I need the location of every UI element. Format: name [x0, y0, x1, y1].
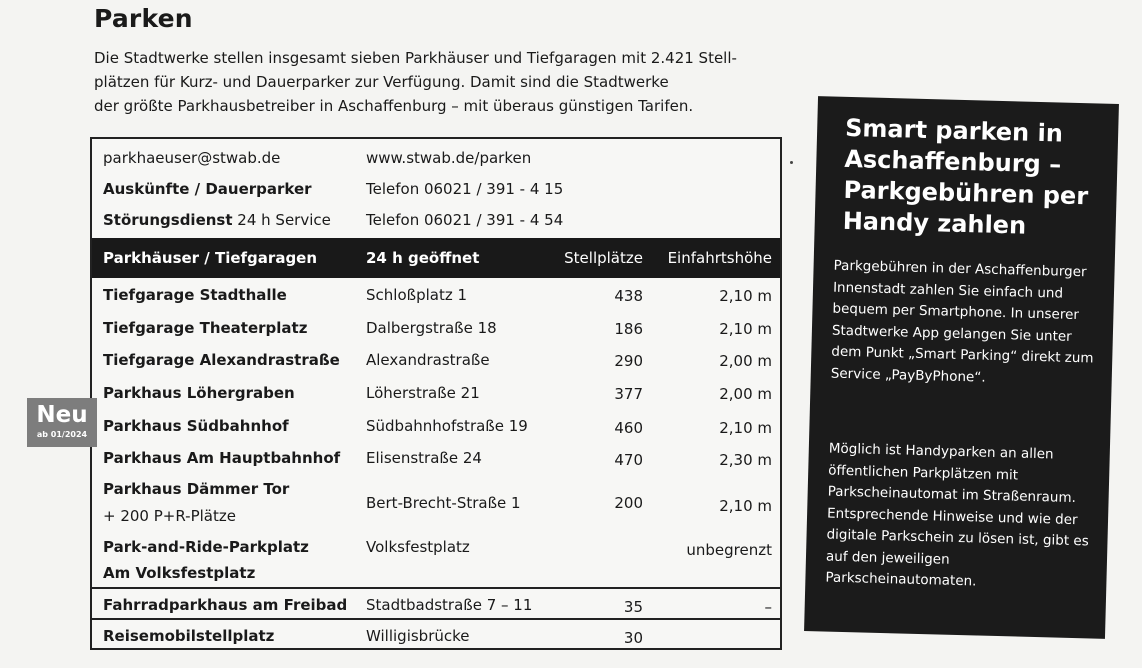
row-spaces: 35	[623, 598, 643, 616]
row-name: Parkhaus Löhergraben	[103, 384, 295, 402]
row-address: Stadtbadstraße 7 – 11	[366, 596, 533, 614]
row-height: 2,10 m	[719, 419, 772, 437]
row-spaces: 186	[614, 320, 643, 338]
smart-parking-box	[804, 96, 1119, 639]
row-address: Bert-Brecht-Straße 1	[366, 494, 521, 512]
row-address: Alexandrastraße	[366, 351, 490, 369]
row-name: Parkhaus Am Hauptbahnhof	[103, 449, 341, 467]
contact-web[interactable]: www.stwab.de/parken	[366, 149, 532, 167]
row-address: Südbahnhofstraße 19	[366, 417, 528, 435]
row-height: 2,10 m	[719, 287, 772, 305]
row-height: unbegrenzt	[686, 541, 772, 559]
row-name-sub: + 200 P+R-Plätze	[103, 507, 236, 525]
contact-info-phone: Telefon 06021 / 391 - 4 15	[366, 180, 564, 198]
new-badge	[27, 398, 97, 447]
row-height: 2,10 m	[719, 320, 772, 338]
row-spaces: 377	[614, 385, 643, 403]
row-name: Fahrradparkhaus am Freibad	[103, 596, 348, 614]
row-height: 2,10 m	[719, 497, 772, 515]
contact-info-label: Auskünfte / Dauerparker	[103, 180, 312, 198]
row-name: Tiefgarage Stadthalle	[103, 286, 287, 304]
row-name: Parkhaus Dämmer Tor	[103, 480, 290, 498]
row-name-line2: Am Volksfestplatz	[103, 564, 256, 582]
row-name: Reisemobilstellplatz	[103, 627, 275, 645]
smart-parking-paragraph-2: Möglich ist Handyparken an allen öffentlichen Parkplätzen mit Parkscheinautomat im Straßenraum. Entsprechende Hinweise und wie der digitale Parkschein zu lösen ist, gibt es auf den jeweiligen Parkscheinautomaten.	[825, 440, 1089, 590]
row-address: Löherstraße 21	[366, 384, 480, 402]
row-spaces: 30	[623, 629, 643, 647]
header-name: Parkhäuser / Tiefgaragen	[103, 249, 318, 267]
contact-email[interactable]: parkhaeuser@stwab.de	[103, 149, 281, 167]
new-badge-date: ab 01/2024	[36, 430, 88, 439]
contact-fault-label-bold: Störungsdienst	[103, 211, 233, 229]
smart-parking-paragraph-1: Parkgebühren in der Aschaffenburger Innenstadt zahlen Sie einfach und bequem per Smartphone. In unserer Stadtwerke App gelangen Sie unter dem Punkt „Smart Parking“ direkt zum Service „PayByPhone“.	[830, 257, 1094, 386]
intro-line: Die Stadtwerke stellen insgesamt sieben Parkhäuser und Tiefgaragen mit 2.421 Stell-	[94, 49, 737, 67]
row-address: Dalbergstraße 18	[366, 319, 497, 337]
row-address: Elisenstraße 24	[366, 449, 482, 467]
row-address: Willigisbrücke	[366, 627, 470, 645]
contact-fault-label-rest: 24 h Service	[232, 211, 331, 229]
row-name: Park-and-Ride-Parkplatz	[103, 538, 309, 556]
row-name: Tiefgarage Alexandrastraße	[103, 351, 340, 369]
row-spaces: 460	[614, 419, 643, 437]
row-spaces: 290	[614, 352, 643, 370]
page-title: Parken	[94, 4, 193, 33]
row-address: Volksfestplatz	[366, 538, 470, 556]
row-height: 2,00 m	[719, 352, 772, 370]
row-height: 2,00 m	[719, 385, 772, 403]
contact-fault-phone: Telefon 06021 / 391 - 4 54	[366, 211, 564, 229]
row-name: Tiefgarage Theaterplatz	[103, 319, 308, 337]
parking-table	[90, 137, 782, 650]
header-spaces: Stellplätze	[564, 249, 643, 267]
row-height: 2,30 m	[719, 451, 772, 469]
header-open: 24 h geöffnet	[366, 249, 480, 267]
header-height: Einfahrtshöhe	[667, 249, 772, 267]
row-height: –	[764, 598, 772, 616]
divider	[92, 618, 780, 620]
intro-text	[94, 46, 784, 118]
row-spaces: 438	[614, 287, 643, 305]
intro-line: plätzen für Kurz- und Dauerparker zur Verfügung. Damit sind die Stadtwerke	[94, 73, 669, 91]
row-spaces: 470	[614, 451, 643, 469]
row-spaces: 200	[614, 494, 643, 512]
smart-parking-title: Smart parken in Aschaffenburg – Parkgebühren per Handy zahlen	[842, 113, 1089, 240]
intro-line: der größte Parkhausbetreiber in Aschaffenburg – mit überaus günstigen Tarifen.	[94, 97, 694, 115]
row-address: Schloßplatz 1	[366, 286, 468, 304]
contact-fault-label	[103, 211, 331, 229]
decorative-dot	[790, 161, 793, 164]
row-name: Parkhaus Südbahnhof	[103, 417, 289, 435]
new-badge-label: Neu	[36, 402, 88, 428]
table-header	[92, 238, 780, 278]
divider	[92, 587, 780, 589]
